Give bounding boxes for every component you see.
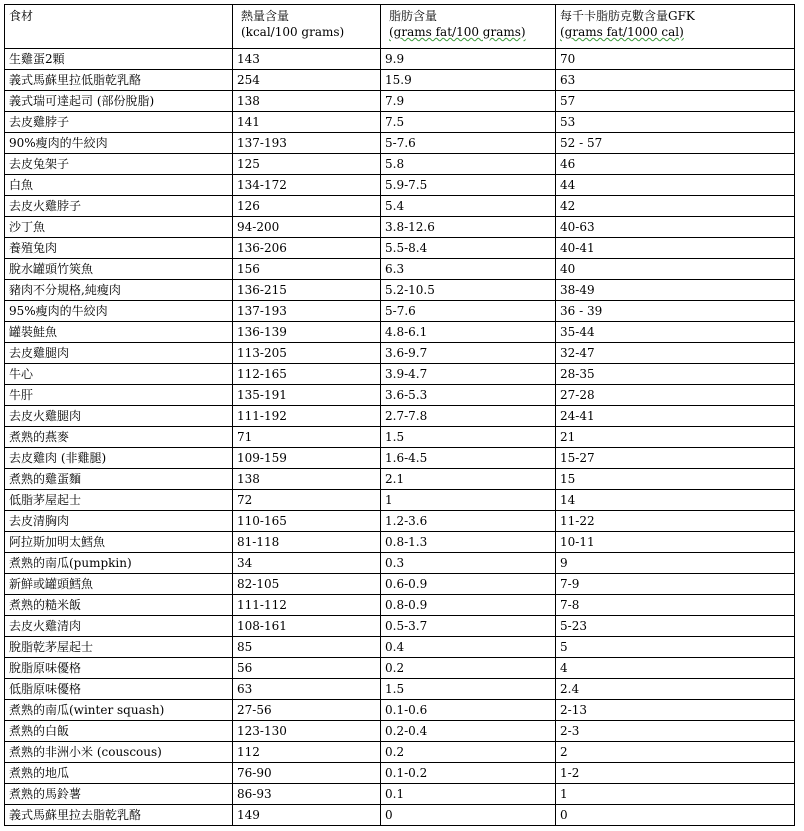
cell-gfk: 44 [556, 175, 795, 196]
cell-calories: 112 [233, 742, 381, 763]
cell-food: 牛心 [5, 364, 233, 385]
cell-gfk: 5-23 [556, 616, 795, 637]
cell-food: 煮熟的白飯 [5, 721, 233, 742]
header-calories [233, 5, 381, 49]
cell-calories: 113-205 [233, 343, 381, 364]
header-row [5, 5, 795, 49]
table-row [5, 406, 795, 427]
table-row [5, 553, 795, 574]
table-row [5, 217, 795, 238]
cell-calories: 72 [233, 490, 381, 511]
table-row [5, 196, 795, 217]
cell-calories: 149 [233, 805, 381, 826]
table-row [5, 574, 795, 595]
cell-food: 牛肝 [5, 385, 233, 406]
cell-calories: 111-112 [233, 595, 381, 616]
cell-calories: 56 [233, 658, 381, 679]
cell-gfk: 9 [556, 553, 795, 574]
cell-food: 去皮火雞腿肉 [5, 406, 233, 427]
cell-calories: 112-165 [233, 364, 381, 385]
cell-gfk: 35-44 [556, 322, 795, 343]
cell-fat: 5.9-7.5 [381, 175, 556, 196]
cell-fat: 0.1 [381, 784, 556, 805]
table-row [5, 133, 795, 154]
table-row [5, 49, 795, 70]
table-row [5, 637, 795, 658]
cell-calories: 136-206 [233, 238, 381, 259]
cell-gfk: 4 [556, 658, 795, 679]
cell-calories: 27-56 [233, 700, 381, 721]
cell-food: 罐裝鮭魚 [5, 322, 233, 343]
cell-fat: 2.1 [381, 469, 556, 490]
table-row [5, 742, 795, 763]
cell-calories: 143 [233, 49, 381, 70]
cell-calories: 71 [233, 427, 381, 448]
table-row [5, 322, 795, 343]
cell-calories: 138 [233, 91, 381, 112]
table-row [5, 784, 795, 805]
table-row [5, 700, 795, 721]
cell-food: 煮熟的南瓜(pumpkin) [5, 553, 233, 574]
cell-fat: 9.9 [381, 49, 556, 70]
cell-gfk: 40 [556, 259, 795, 280]
header-fat [381, 5, 556, 49]
table-row [5, 238, 795, 259]
cell-fat: 3.6-9.7 [381, 343, 556, 364]
cell-food: 義式馬蘇里拉低脂乾乳酪 [5, 70, 233, 91]
table-row [5, 490, 795, 511]
cell-gfk: 42 [556, 196, 795, 217]
table-row [5, 763, 795, 784]
cell-calories: 94-200 [233, 217, 381, 238]
cell-calories: 141 [233, 112, 381, 133]
cell-gfk: 32-47 [556, 343, 795, 364]
cell-gfk: 70 [556, 49, 795, 70]
cell-calories: 137-193 [233, 301, 381, 322]
table-row [5, 595, 795, 616]
cell-gfk: 10-11 [556, 532, 795, 553]
table-row [5, 112, 795, 133]
cell-fat: 3.9-4.7 [381, 364, 556, 385]
cell-calories: 34 [233, 553, 381, 574]
cell-food: 煮熟的南瓜(winter squash) [5, 700, 233, 721]
header-fat-unit: (grams fat/100 grams) [389, 25, 526, 39]
cell-gfk: 24-41 [556, 406, 795, 427]
cell-gfk: 36 - 39 [556, 301, 795, 322]
table-row [5, 448, 795, 469]
cell-calories: 138 [233, 469, 381, 490]
cell-fat: 5.8 [381, 154, 556, 175]
cell-fat: 5-7.6 [381, 133, 556, 154]
cell-food: 煮熟的馬鈴薯 [5, 784, 233, 805]
cell-calories: 81-118 [233, 532, 381, 553]
cell-calories: 123-130 [233, 721, 381, 742]
cell-gfk: 53 [556, 112, 795, 133]
table-row [5, 469, 795, 490]
cell-gfk: 2-13 [556, 700, 795, 721]
cell-gfk: 21 [556, 427, 795, 448]
table-row [5, 679, 795, 700]
cell-food: 脫脂乾茅屋起士 [5, 637, 233, 658]
cell-food: 煮熟的糙米飯 [5, 595, 233, 616]
cell-gfk: 28-35 [556, 364, 795, 385]
cell-gfk: 1-2 [556, 763, 795, 784]
table-row [5, 427, 795, 448]
cell-fat: 0.3 [381, 553, 556, 574]
cell-fat: 0.2-0.4 [381, 721, 556, 742]
table-row [5, 343, 795, 364]
table-row [5, 301, 795, 322]
table-row [5, 91, 795, 112]
cell-calories: 137-193 [233, 133, 381, 154]
cell-fat: 1.6-4.5 [381, 448, 556, 469]
cell-food: 90%瘦肉的牛絞肉 [5, 133, 233, 154]
table-row [5, 616, 795, 637]
cell-fat: 1.2-3.6 [381, 511, 556, 532]
cell-food: 去皮火雞清肉 [5, 616, 233, 637]
cell-food: 95%瘦肉的牛絞肉 [5, 301, 233, 322]
cell-food: 沙丁魚 [5, 217, 233, 238]
cell-fat: 3.6-5.3 [381, 385, 556, 406]
cell-food: 白魚 [5, 175, 233, 196]
cell-gfk: 57 [556, 91, 795, 112]
cell-fat: 0.5-3.7 [381, 616, 556, 637]
cell-gfk: 40-63 [556, 217, 795, 238]
cell-fat: 5-7.6 [381, 301, 556, 322]
cell-calories: 76-90 [233, 763, 381, 784]
cell-food: 去皮火雞脖子 [5, 196, 233, 217]
table-row [5, 385, 795, 406]
cell-food: 阿拉斯加明太鱈魚 [5, 532, 233, 553]
cell-food: 義式馬蘇里拉去脂乾乳酪 [5, 805, 233, 826]
table-row [5, 511, 795, 532]
nutrition-table [4, 4, 795, 826]
cell-fat: 2.7-7.8 [381, 406, 556, 427]
table-row [5, 259, 795, 280]
cell-gfk: 15-27 [556, 448, 795, 469]
table-body [5, 49, 795, 826]
cell-calories: 136-215 [233, 280, 381, 301]
cell-gfk: 2.4 [556, 679, 795, 700]
cell-gfk: 14 [556, 490, 795, 511]
cell-fat: 0.6-0.9 [381, 574, 556, 595]
table-row [5, 175, 795, 196]
cell-gfk: 63 [556, 70, 795, 91]
cell-calories: 136-139 [233, 322, 381, 343]
cell-gfk: 27-28 [556, 385, 795, 406]
cell-food: 去皮清胸肉 [5, 511, 233, 532]
cell-fat: 0.1-0.6 [381, 700, 556, 721]
cell-calories: 111-192 [233, 406, 381, 427]
cell-calories: 134-172 [233, 175, 381, 196]
cell-calories: 135-191 [233, 385, 381, 406]
cell-food: 新鮮或罐頭鱈魚 [5, 574, 233, 595]
cell-calories: 82-105 [233, 574, 381, 595]
cell-food: 去皮雞腿肉 [5, 343, 233, 364]
cell-gfk: 15 [556, 469, 795, 490]
cell-fat: 1.5 [381, 679, 556, 700]
cell-calories: 110-165 [233, 511, 381, 532]
cell-food: 煮熟的燕麥 [5, 427, 233, 448]
cell-fat: 5.4 [381, 196, 556, 217]
cell-fat: 1.5 [381, 427, 556, 448]
cell-gfk: 11-22 [556, 511, 795, 532]
header-gfk [556, 5, 795, 49]
cell-gfk: 2-3 [556, 721, 795, 742]
cell-gfk: 1 [556, 784, 795, 805]
header-gfk-unit: (grams fat/1000 cal) [560, 25, 684, 39]
cell-food: 去皮雞脖子 [5, 112, 233, 133]
table-row [5, 721, 795, 742]
cell-food: 義式瑞可達起司 (部份脫脂) [5, 91, 233, 112]
cell-fat: 0.1-0.2 [381, 763, 556, 784]
cell-gfk: 7-9 [556, 574, 795, 595]
cell-fat: 0.2 [381, 742, 556, 763]
document-page [4, 4, 795, 826]
table-row [5, 364, 795, 385]
cell-fat: 5.5-8.4 [381, 238, 556, 259]
cell-gfk: 46 [556, 154, 795, 175]
cell-fat: 7.5 [381, 112, 556, 133]
cell-fat: 4.8-6.1 [381, 322, 556, 343]
cell-fat: 7.9 [381, 91, 556, 112]
table-row [5, 154, 795, 175]
cell-food: 養殖兔肉 [5, 238, 233, 259]
header-fat-title: 脂肪含量 [389, 9, 438, 23]
cell-gfk: 5 [556, 637, 795, 658]
cell-food: 煮熟的地瓜 [5, 763, 233, 784]
cell-food: 煮熟的雞蛋麵 [5, 469, 233, 490]
cell-food: 豬肉不分規格,純瘦肉 [5, 280, 233, 301]
cell-fat: 15.9 [381, 70, 556, 91]
header-gfk-title: 每千卡脂肪克數含量GFK [560, 9, 695, 23]
cell-food: 脫脂原味優格 [5, 658, 233, 679]
cell-gfk: 52 - 57 [556, 133, 795, 154]
cell-food: 低脂茅屋起士 [5, 490, 233, 511]
header-calories-unit: (kcal/100 grams) [241, 25, 345, 39]
table-row [5, 70, 795, 91]
cell-fat: 3.8-12.6 [381, 217, 556, 238]
cell-calories: 254 [233, 70, 381, 91]
cell-fat: 0 [381, 805, 556, 826]
cell-fat: 0.8-0.9 [381, 595, 556, 616]
cell-fat: 0.2 [381, 658, 556, 679]
cell-gfk: 7-8 [556, 595, 795, 616]
cell-gfk: 40-41 [556, 238, 795, 259]
table-row [5, 280, 795, 301]
cell-calories: 126 [233, 196, 381, 217]
cell-food: 去皮雞肉 (非雞腿) [5, 448, 233, 469]
cell-calories: 125 [233, 154, 381, 175]
cell-calories: 85 [233, 637, 381, 658]
cell-fat: 6.3 [381, 259, 556, 280]
cell-gfk: 0 [556, 805, 795, 826]
cell-food: 低脂原味優格 [5, 679, 233, 700]
table-row [5, 658, 795, 679]
cell-fat: 1 [381, 490, 556, 511]
cell-calories: 156 [233, 259, 381, 280]
cell-calories: 86-93 [233, 784, 381, 805]
cell-food: 脫水罐頭竹筴魚 [5, 259, 233, 280]
header-food: 食材 [5, 5, 233, 49]
cell-fat: 5.2-10.5 [381, 280, 556, 301]
cell-fat: 0.8-1.3 [381, 532, 556, 553]
header-calories-title: 熱量含量 [241, 9, 290, 23]
cell-calories: 63 [233, 679, 381, 700]
table-row [5, 805, 795, 826]
cell-food: 生雞蛋2顆 [5, 49, 233, 70]
cell-food: 煮熟的非洲小米 (couscous) [5, 742, 233, 763]
cell-calories: 109-159 [233, 448, 381, 469]
table-row [5, 532, 795, 553]
cell-calories: 108-161 [233, 616, 381, 637]
cell-gfk: 2 [556, 742, 795, 763]
cell-food: 去皮兔架子 [5, 154, 233, 175]
cell-fat: 0.4 [381, 637, 556, 658]
cell-gfk: 38-49 [556, 280, 795, 301]
